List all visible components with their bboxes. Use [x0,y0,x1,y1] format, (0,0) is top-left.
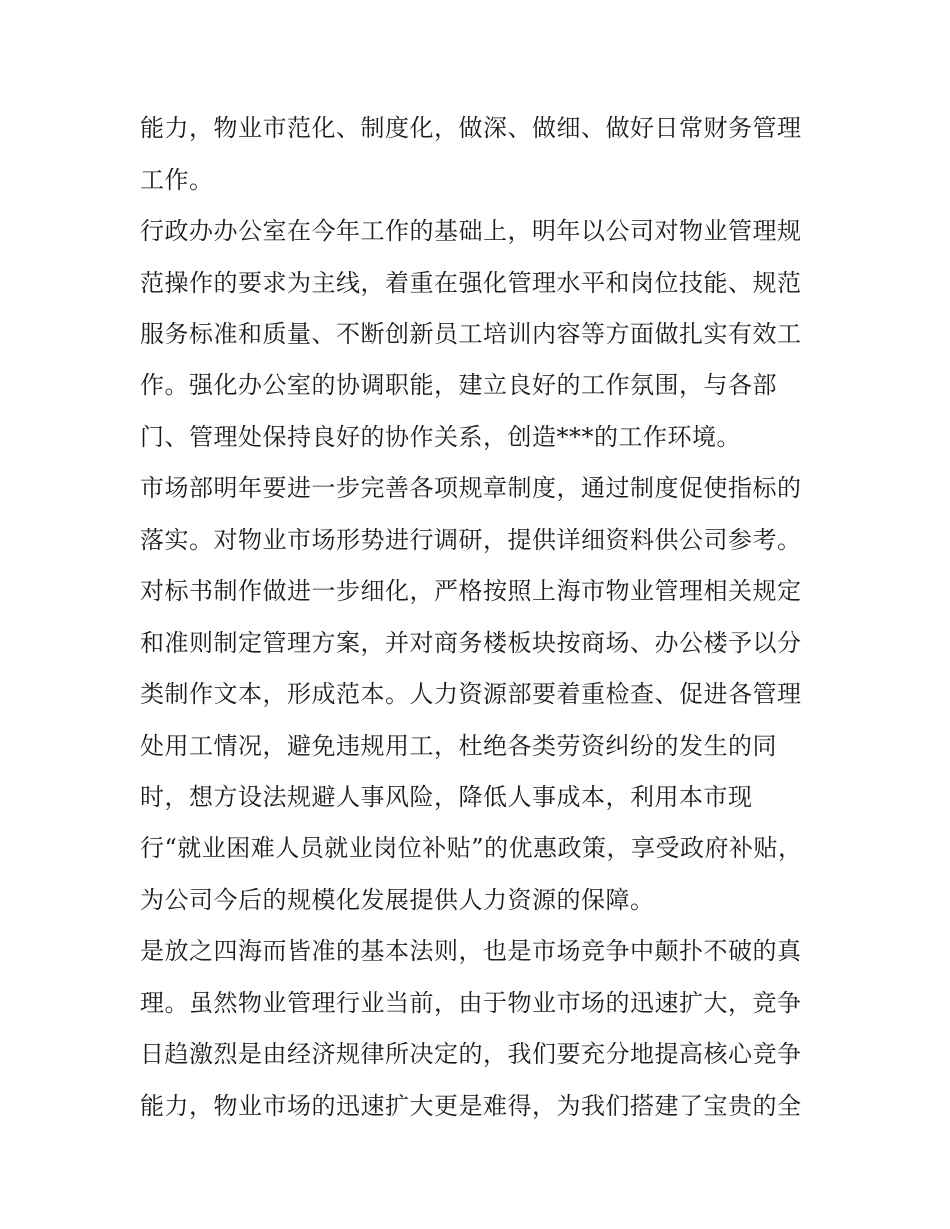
text-line: 行“就业困难人员就业岗位补贴”的优惠政策，享受政府补贴， [140,834,803,862]
text-line: 是放之四海而皆准的基本法则，也是市场竞争中颠扑不破的真 [140,937,802,965]
text-line: 能力，物业市范化、制度化，做深、做细、做好日常财务管理 [140,114,802,142]
text-line: 工作。 [140,166,214,194]
text-line: 对标书制作做进一步细化，严格按照上海市物业管理相关规定 [140,577,802,605]
text-line: 和准则制定管理方案，并对商务楼板块按商场、办公楼予以分 [140,629,802,657]
text-line: 行政办办公室在今年工作的基础上，明年以公司对物业管理规 [140,217,802,245]
text-line: 日趋激烈是由经济规律所决定的，我们要充分地提高核心竞争 [140,1040,802,1068]
text-line: 能力，物业市场的迅速扩大更是难得，为我们搭建了宝贵的全 [140,1092,802,1120]
text-line: 范操作的要求为主线，着重在强化管理水平和岗位技能、规范 [140,269,802,297]
text-line: 作。强化办公室的协调职能，建立良好的工作氛围，与各部 [140,371,777,399]
text-line: 门、管理处保持良好的协作关系，创造***的工作环境。 [140,423,741,451]
text-line: 服务标准和质量、不断创新员工培训内容等方面做扎实有效工 [140,320,802,348]
text-line: 市场部明年要进一步完善各项规章制度，通过制度促使指标的 [140,474,802,502]
text-line: 类制作文本，形成范本。人力资源部要着重检查、促进各管理 [140,680,802,708]
text-line: 时，想方设法规避人事风险，降低人事成本，利用本市现 [140,783,753,811]
text-line: 理。虽然物业管理行业当前，由于物业市场的迅速扩大，竞争 [140,989,802,1017]
text-line: 落实。对物业市场形势进行调研，提供详细资料供公司参考。 [140,526,802,554]
text-line: 处用工情况，避免违规用工，杜绝各类劳资纠纷的发生的同 [140,732,777,760]
text-line: 为公司今后的规模化发展提供人力资源的保障。 [140,886,655,914]
